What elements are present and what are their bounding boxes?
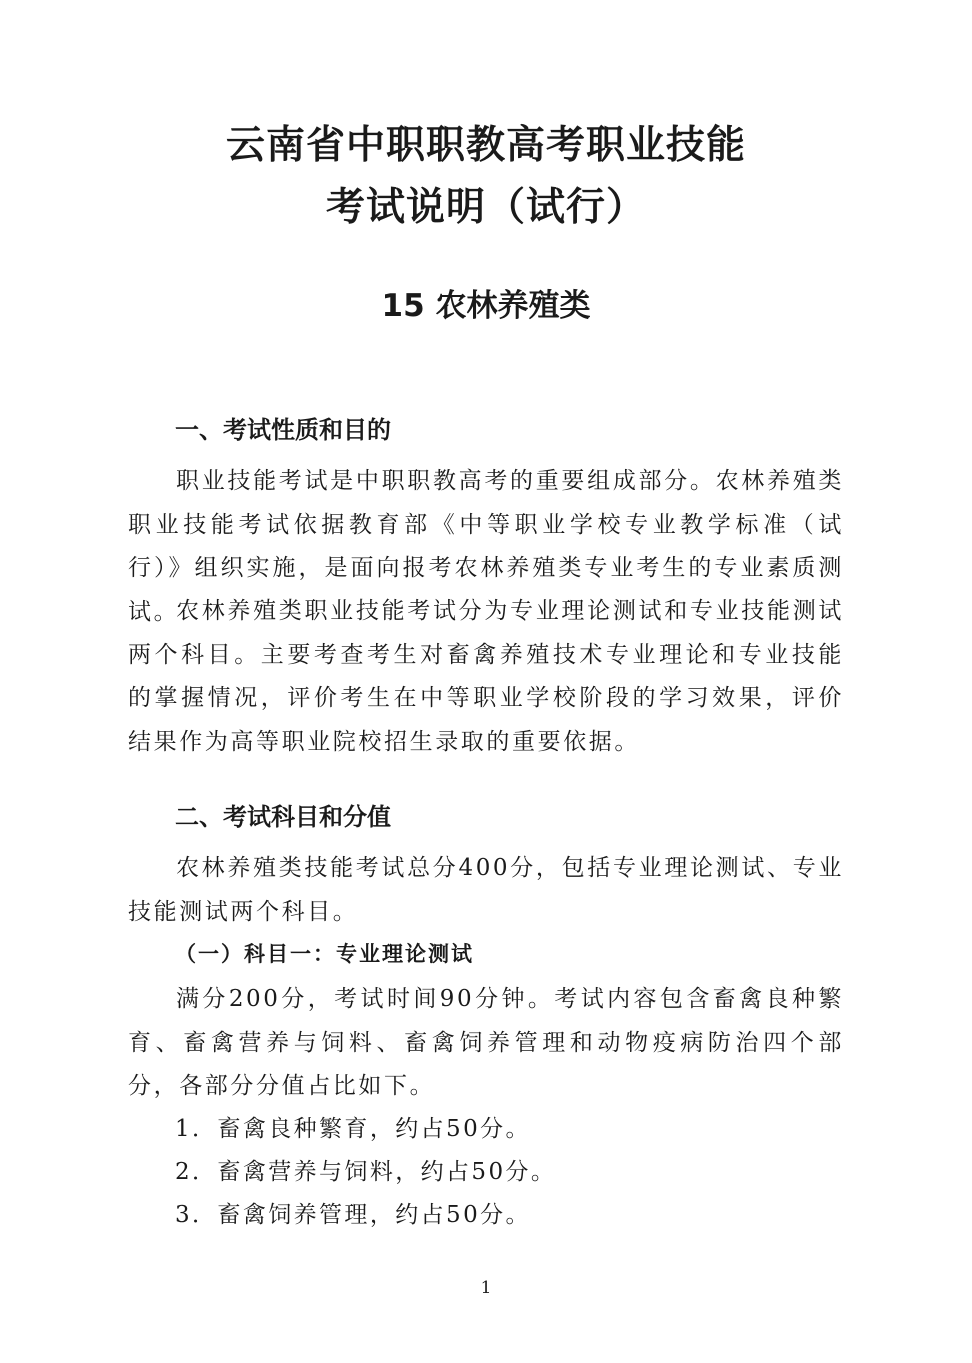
- document-title-line-2: 考试说明（试行）: [325, 185, 646, 230]
- subject-one-heading: （一）科目一：专业理论测试: [175, 942, 474, 966]
- section1-paragraph-2: 农林养殖类职业技能考试分为专业理论测试和专业技能测试两个科目。主要考查考生对畜禽养殖技术专业理论和专业技能的掌握情况，评价考生在中等职业学校阶段的学习效果，评价结果作为高等职业院校招生录取的重要依据。: [128, 598, 844, 755]
- section2-paragraph-2: 满分200分，考试时间90分钟。考试内容包含畜禽良种繁育、畜禽营养与饲料、畜禽饲养管理和动物疫病防治四个部分，各部分分值占比如下。: [128, 986, 844, 1099]
- list-item: 2．畜禽营养与饲料，约占50分。: [175, 1159, 557, 1185]
- list-item: 3．畜禽饲养管理，约占50分。: [175, 1202, 531, 1228]
- page-number: 1: [480, 1278, 492, 1298]
- document-subtitle: 15 农林养殖类: [381, 288, 591, 324]
- section-heading-subjects-scores: 二、考试科目和分值: [175, 803, 391, 831]
- section2-paragraph-1: 农林养殖类技能考试总分400分，包括专业理论测试、专业技能测试两个科目。: [128, 855, 844, 925]
- section1-paragraph-1: 职业技能考试是中职职教高考的重要组成部分。农林养殖类职业技能考试依据教育部《中等职业学校专业教学标准（试行）》组织实施，是面向报考农林养殖类专业考生的专业素质测试。: [128, 468, 844, 625]
- list-item: 1．畜禽良种繁育，约占50分。: [175, 1116, 531, 1142]
- document-title-line-1: 云南省中职职教高考职业技能: [225, 123, 746, 168]
- section-heading-nature-purpose: 一、考试性质和目的: [175, 416, 391, 444]
